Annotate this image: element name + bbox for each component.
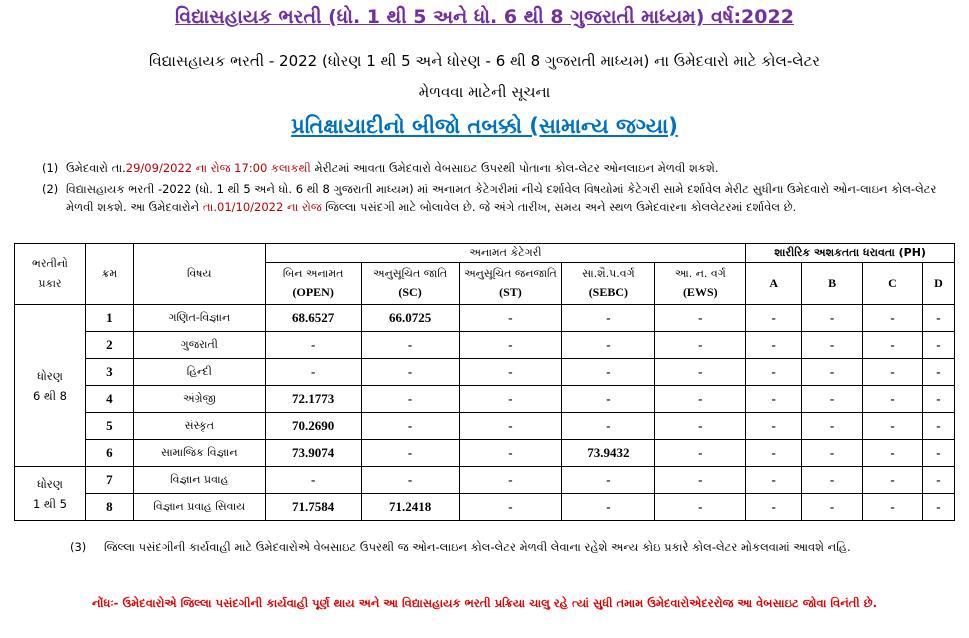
header-ews-code: (EWS) — [682, 285, 718, 299]
note-2-number: (2) — [42, 182, 59, 196]
cell-ph-b: - — [802, 467, 863, 494]
cell-ph-b: - — [802, 413, 863, 440]
group-std-1-5 — [15, 467, 86, 521]
header-sc-code: (SC) — [398, 285, 422, 299]
footer-note: નોંધઃ- ઉમેદવારોએ જિલ્લા પસંદગીની કાર્યવાહી પૂર્ણ થાય અને આ વિદ્યાસહાયક ભરતી પ્રક્રિયા ચાલુ રહે ત્યાં સુધી તમામ ઉમેદવારોએદરરોજ આ વેબસાઇટ જોવા વિનંતી છે. — [92, 596, 877, 610]
header-sebc-label: સા.શૈ.પ.વર્ગ — [582, 267, 635, 280]
header-ph-d — [922, 263, 954, 305]
header-open-code: (OPEN) — [292, 285, 334, 299]
cell-sebc: 73.9432 — [562, 440, 655, 467]
table-row — [15, 359, 955, 386]
note-1-highlight: 29/09/2022 ના રોજ 17:00 કલાકથી — [125, 161, 311, 175]
table-row — [15, 413, 955, 440]
cell-st: - — [459, 332, 562, 359]
table-row — [15, 440, 955, 467]
header-sebc-code: (SEBC) — [588, 285, 629, 299]
table-row — [15, 494, 955, 521]
cell-sc: - — [361, 440, 459, 467]
row-subject: ગણિત-વિજ્ઞાન — [133, 305, 265, 332]
note-2 — [42, 180, 946, 216]
row-subject: હિન્દી — [133, 359, 265, 386]
cell-ews: - — [655, 494, 746, 521]
note-2-text-b: જિલ્લા પસંદગી માટે બોલાવેલ છે. જે અંગે તારીખ, સમય અને સ્થળ ઉમેદવારના કોલલેટરમાં દર્શાવેલ છે. — [321, 200, 797, 214]
header-sc — [361, 263, 459, 305]
row-no: 5 — [85, 413, 133, 440]
row-no: 2 — [85, 332, 133, 359]
cell-ews: - — [655, 386, 746, 413]
cell-ph-a: - — [746, 494, 802, 521]
cell-st: - — [459, 440, 562, 467]
group-std-6-8-line2: 6 થી 8 — [32, 388, 67, 403]
cell-ph-c: - — [863, 494, 923, 521]
cell-ph-d: - — [922, 359, 954, 386]
cell-ph-d: - — [922, 494, 954, 521]
cell-ph-d: - — [922, 467, 954, 494]
cell-st: - — [459, 359, 562, 386]
cell-sebc: - — [562, 332, 655, 359]
header-ph-c — [863, 263, 923, 305]
cell-st: - — [459, 386, 562, 413]
cell-sebc: - — [562, 359, 655, 386]
header-ews — [655, 263, 746, 305]
cell-st: - — [459, 305, 562, 332]
note-1-number: (1) — [42, 161, 59, 175]
row-subject: સામાજિક વિજ્ઞાન — [133, 440, 265, 467]
cell-ews: - — [655, 359, 746, 386]
header-ph-b-text: B — [828, 276, 837, 290]
row-subject: ગુજરાતી — [133, 332, 265, 359]
cell-ph-c: - — [863, 359, 923, 386]
row-no: 4 — [85, 386, 133, 413]
row-no: 1 — [85, 305, 133, 332]
cell-ph-a: - — [746, 413, 802, 440]
cell-open: 71.7584 — [265, 494, 361, 521]
cell-ph-b: - — [802, 440, 863, 467]
cell-open: 68.6527 — [265, 305, 361, 332]
header-reserved-category: અનામત કેટેગરી — [265, 244, 746, 263]
cell-ph-a: - — [746, 440, 802, 467]
cell-ph-b: - — [802, 332, 863, 359]
cell-ph-b: - — [802, 359, 863, 386]
cell-ph-a: - — [746, 332, 802, 359]
cell-sebc: - — [562, 467, 655, 494]
header-open-label: બિન અનામત — [282, 267, 344, 280]
row-no: 7 — [85, 467, 133, 494]
header-ph-c-text: C — [888, 276, 897, 290]
table-row — [15, 386, 955, 413]
cell-open: 72.1773 — [265, 386, 361, 413]
note-3-text: જિલ્લા પસંદગીની કાર્યવાહી માટે ઉમેદવારોએ વેબસાઇટ ઉપરથી જ ઓન-લાઇન કોલ-લેટર મેળવી લેવાના રહેશે અન્ય કોઇ પ્રકારે કોલ-લેટર મોકલવામાં આવશે નહિ. — [104, 540, 851, 554]
note-3-number: (3) — [70, 540, 87, 554]
header-subject: વિષય — [133, 244, 265, 305]
cell-ph-b: - — [802, 386, 863, 413]
cell-sebc: - — [562, 305, 655, 332]
cell-sebc: - — [562, 386, 655, 413]
group-std-6-8 — [15, 305, 86, 467]
header-ph — [746, 244, 955, 263]
note-2-highlight: તા.01/10/2022 ના રોજ — [202, 200, 322, 214]
round-title-text: પ્રતિક્ષાયાદીનો બીજો તબક્કો (સામાન્ય જગ્યા) — [291, 114, 678, 138]
header-sc-label: અનુસૂચિત જાતિ — [372, 267, 448, 280]
row-subject: વિજ્ઞાન પ્રવાહ સિવાય — [133, 494, 265, 521]
note-1-text-a: ઉમેદવારો તા. — [66, 161, 126, 175]
subtitle-line-1: વિદ્યાસહાયક ભરતી - 2022 (ધોરણ 1 થી 5 અને ધોરણ - 6 થી 8 ગુજરાતી માધ્યમ) ના ઉમેદવારો માટે કોલ-લેટર — [148, 52, 821, 70]
table-row — [15, 305, 955, 332]
header-ph-a — [746, 263, 802, 305]
subtitle-line-2: મેળવવા માટેની સૂચના — [418, 83, 551, 101]
cell-ph-c: - — [863, 332, 923, 359]
cell-ph-b: - — [802, 305, 863, 332]
table-row — [15, 332, 955, 359]
merit-table — [14, 243, 955, 521]
header-st — [459, 263, 562, 305]
group-std-1-5-line2: 1 થી 5 — [32, 496, 67, 511]
cell-open: - — [265, 332, 361, 359]
header-ph-d-text: D — [934, 276, 943, 290]
cell-st: - — [459, 413, 562, 440]
header-st-code: (ST) — [499, 285, 522, 299]
row-no: 8 — [85, 494, 133, 521]
cell-open: - — [265, 359, 361, 386]
note-1 — [42, 159, 946, 177]
cell-ph-c: - — [863, 440, 923, 467]
cell-ph-c: - — [863, 413, 923, 440]
cell-ph-c: - — [863, 305, 923, 332]
table-row — [15, 467, 955, 494]
cell-open: 70.2690 — [265, 413, 361, 440]
header-serial-no: ક્રમ — [85, 244, 133, 305]
note-2-text-a: વિદ્યાસહાયક ભરતી -2022 (ધો. 1 થી 5 અને ધો. 6 થી 8 ગુજરાતી માધ્યમ) માં અનામત કેટેગરીમાં નીચે દર્શાવેલ વિષયોમાં કેટેગરી સામે દર્શાવેલ મેરીટ સુધીના ઉમેદવારો ઓન-લાઇન કોલ-લેટર મેળવી શકશે. આ ઉમેદવારોને — [66, 182, 937, 214]
cell-ph-a: - — [746, 359, 802, 386]
cell-ph-d: - — [922, 440, 954, 467]
cell-ews: - — [655, 332, 746, 359]
cell-ph-d: - — [922, 413, 954, 440]
header-st-label: અનુસૂચિત જનજાતિ — [464, 267, 557, 280]
header-ph-a-text: A — [769, 276, 778, 290]
cell-ews: - — [655, 440, 746, 467]
cell-sebc: - — [562, 413, 655, 440]
cell-ews: - — [655, 467, 746, 494]
document-title-text: વિદ્યાસહાયક ભરતી (ધો. 1 થી 5 અને ધો. 6 થી 8 ગુજરાતી માધ્યમ) વર્ષ:2022 — [175, 6, 794, 28]
note-3 — [70, 538, 944, 556]
header-recruitment-type: ભરતીનો પ્રકાર — [15, 244, 86, 305]
cell-sebc: - — [562, 494, 655, 521]
header-sebc — [562, 263, 655, 305]
cell-ph-d: - — [922, 332, 954, 359]
cell-ph-a: - — [746, 305, 802, 332]
cell-ews: - — [655, 305, 746, 332]
cell-ph-c: - — [863, 467, 923, 494]
cell-ews: - — [655, 413, 746, 440]
cell-ph-a: - — [746, 386, 802, 413]
header-ph-b — [802, 263, 863, 305]
row-no: 6 — [85, 440, 133, 467]
cell-ph-c: - — [863, 386, 923, 413]
header-ews-label: આ. ન. વર્ગ — [674, 267, 726, 280]
cell-sc: - — [361, 413, 459, 440]
cell-open: - — [265, 467, 361, 494]
cell-st: - — [459, 494, 562, 521]
row-subject: અંગ્રેજી — [133, 386, 265, 413]
cell-sc: - — [361, 467, 459, 494]
round-title — [0, 114, 969, 139]
cell-ph-b: - — [802, 494, 863, 521]
row-subject: વિજ્ઞાન પ્રવાહ — [133, 467, 265, 494]
note-1-text-b: મેરીટમાં આવતા ઉમેદવારો વેબસાઇટ ઉપરથી પોતાના કોલ-લેટર ઓનલાઇન મેળવી શકશે. — [310, 161, 719, 175]
cell-open: 73.9074 — [265, 440, 361, 467]
group-std-6-8-line1: ધોરણ — [37, 368, 63, 383]
document-title — [0, 6, 969, 28]
cell-ph-a: - — [746, 467, 802, 494]
header-open — [265, 263, 361, 305]
cell-sc: 66.0725 — [361, 305, 459, 332]
cell-st: - — [459, 467, 562, 494]
row-subject: સંસ્કૃત — [133, 413, 265, 440]
cell-sc: - — [361, 332, 459, 359]
cell-sc: - — [361, 359, 459, 386]
header-ph-text: શારીરિક અશકતતા ધરાવતા (PH) — [774, 246, 926, 259]
row-no: 3 — [85, 359, 133, 386]
cell-ph-d: - — [922, 305, 954, 332]
group-std-1-5-line1: ધોરણ — [37, 476, 63, 491]
cell-ph-d: - — [922, 386, 954, 413]
cell-sc: 71.2418 — [361, 494, 459, 521]
cell-sc: - — [361, 386, 459, 413]
